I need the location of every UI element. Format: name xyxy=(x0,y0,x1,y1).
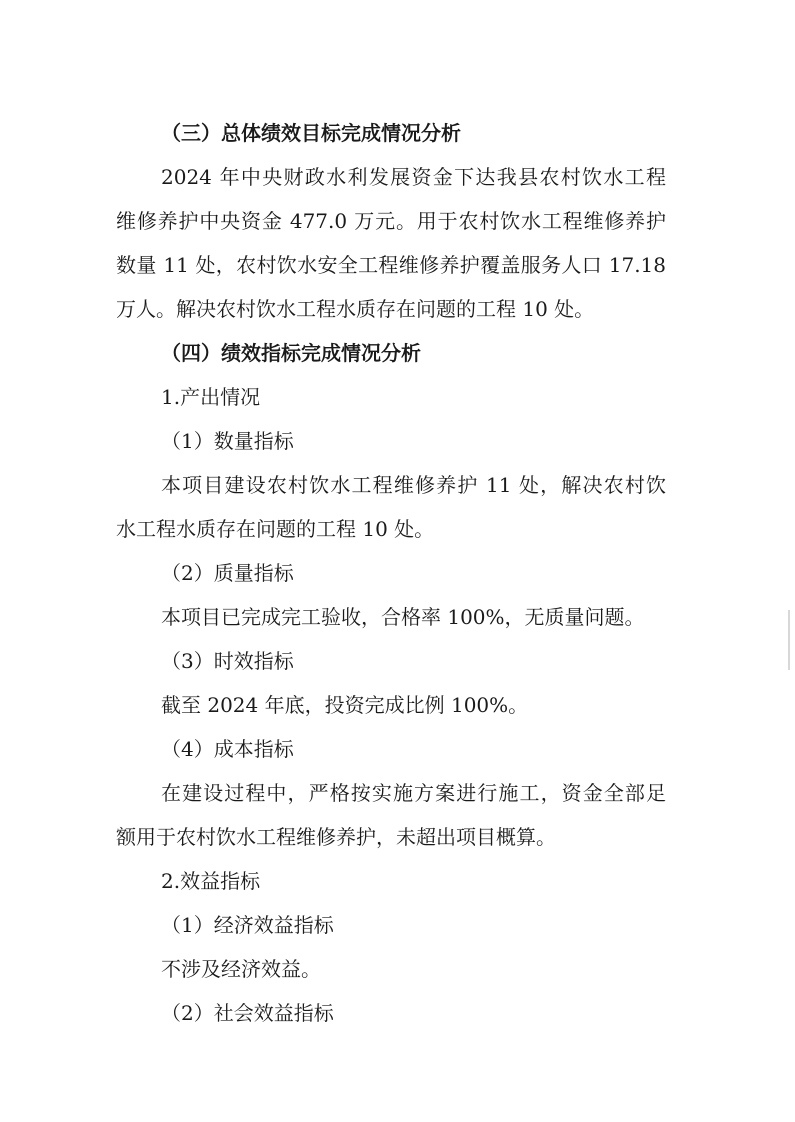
item-heading: （1）经济效益指标 xyxy=(161,913,334,937)
paragraph-line: 不涉及经济效益。 xyxy=(161,957,321,981)
subsection-heading: 2.效益指标 xyxy=(161,869,261,893)
item-heading: （2）质量指标 xyxy=(161,561,294,585)
subsection-heading: 1.产出情况 xyxy=(161,385,261,409)
paragraph-line: 万人。解决农村饮水工程水质存在问题的工程 10 处。 xyxy=(116,297,595,321)
item-heading: （1）数量指标 xyxy=(161,429,294,453)
item-heading: （2）社会效益指标 xyxy=(161,1001,334,1025)
paragraph-line: 数量 11 处，农村饮水安全工程维修养护覆盖服务人口 17.18 xyxy=(116,253,666,277)
paragraph-line: 2024 年中央财政水利发展资金下达我县农村饮水工程 xyxy=(161,165,666,189)
item-heading: （4）成本指标 xyxy=(161,737,294,761)
scan-edge-mark xyxy=(788,610,790,670)
section-heading-4: （四）绩效指标完成情况分析 xyxy=(161,341,421,365)
paragraph-line: 水工程水质存在问题的工程 10 处。 xyxy=(116,517,435,541)
paragraph-line: 本项目已完成完工验收，合格率 100%，无质量问题。 xyxy=(161,605,645,629)
paragraph-line: 本项目建设农村饮水工程维修养护 11 处，解决农村饮 xyxy=(161,473,666,497)
paragraph-line: 维修养护中央资金 477.0 万元。用于农村饮水工程维修养护 xyxy=(116,209,666,233)
paragraph-line: 在建设过程中，严格按实施方案进行施工，资金全部足 xyxy=(161,781,666,805)
item-heading: （3）时效指标 xyxy=(161,649,294,673)
section-heading-3: （三）总体绩效目标完成情况分析 xyxy=(161,121,461,145)
paragraph-line: 截至 2024 年底，投资完成比例 100%。 xyxy=(161,693,529,717)
paragraph-line: 额用于农村饮水工程维修养护，未超出项目概算。 xyxy=(116,825,556,849)
